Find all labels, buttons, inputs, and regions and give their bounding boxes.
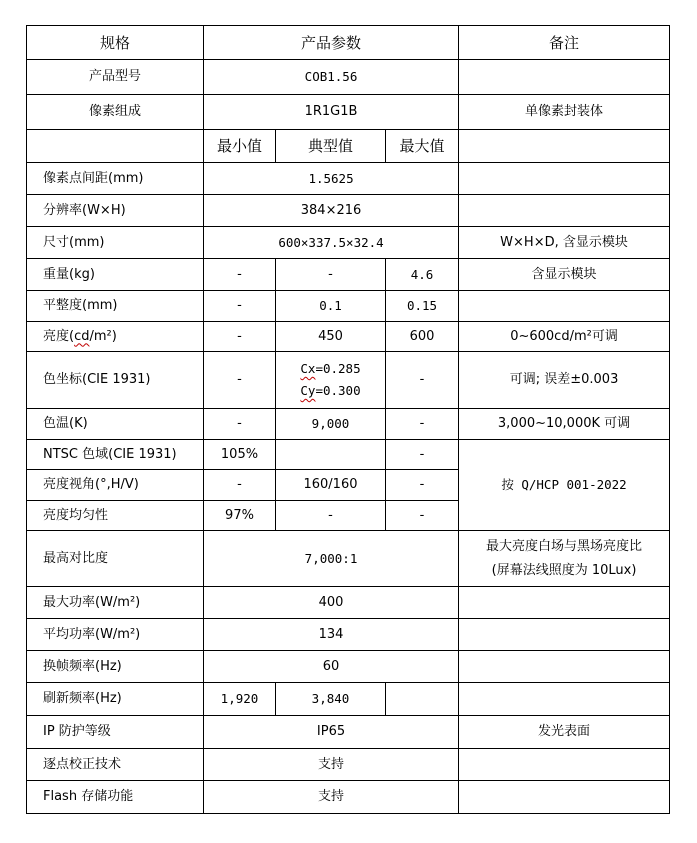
flatness-max: 0.15 xyxy=(386,291,459,322)
uniformity-typ: - xyxy=(276,501,386,531)
colortemp-max: - xyxy=(386,409,459,440)
row-framerate xyxy=(27,651,670,683)
row-resolution xyxy=(27,195,670,227)
header-remarks: 备注 xyxy=(459,26,670,60)
row-ntsc xyxy=(27,440,670,470)
viewangle-typ: 160/160 xyxy=(276,470,386,501)
brightness-max: 600 xyxy=(386,322,459,352)
row-flash xyxy=(27,781,670,814)
viewangle-min: - xyxy=(204,470,276,501)
maxpower-remark xyxy=(459,587,670,619)
pixel-label: 像素组成 xyxy=(27,95,204,130)
maxpower-label: 最大功率(W/m²) xyxy=(27,587,204,619)
row-pitch xyxy=(27,163,670,195)
chromaticity-cx-key: Cx xyxy=(300,361,316,376)
framerate-remark xyxy=(459,651,670,683)
chromaticity-cx xyxy=(282,358,379,380)
header-params: 产品参数 xyxy=(204,26,459,60)
row-size xyxy=(27,227,670,259)
pixel-value: 1R1G1B xyxy=(204,95,459,130)
weight-min: - xyxy=(204,259,276,291)
chromaticity-cy-key: Cy xyxy=(300,383,316,398)
brightness-label-pre: 亮度( xyxy=(43,328,75,344)
ip-label: IP 防护等级 xyxy=(27,716,204,749)
flatness-label: 平整度(mm) xyxy=(27,291,204,322)
brightness-remark: 0~600cd/m²可调 xyxy=(459,322,670,352)
avgpower-label: 平均功率(W/m²) xyxy=(27,619,204,651)
uniformity-label: 亮度均匀性 xyxy=(27,501,204,531)
resolution-value: 384×216 xyxy=(204,195,459,227)
row-weight xyxy=(27,259,670,291)
row-avgpower xyxy=(27,619,670,651)
ntsc-typ xyxy=(276,440,386,470)
group-remark: 按 Q/HCP 001-2022 xyxy=(459,440,670,531)
header-spec: 规格 xyxy=(27,26,204,60)
flash-label: Flash 存储功能 xyxy=(27,781,204,814)
colortemp-typ: 9,000 xyxy=(276,409,386,440)
uniformity-min: 97% xyxy=(204,501,276,531)
subheader-typ: 典型值 xyxy=(276,130,386,163)
row-maxpower xyxy=(27,587,670,619)
pitch-label: 像素点间距(mm) xyxy=(27,163,204,195)
refresh-typ: 3,840 xyxy=(276,683,386,716)
pixel-remark: 单像素封装体 xyxy=(459,95,670,130)
row-chromaticity xyxy=(27,352,670,409)
chromaticity-cy-val: =0.300 xyxy=(315,383,361,398)
row-flatness xyxy=(27,291,670,322)
brightness-min: - xyxy=(204,322,276,352)
weight-label: 重量(kg) xyxy=(27,259,204,291)
row-model xyxy=(27,60,670,95)
size-value: 600×337.5×32.4 xyxy=(204,227,459,259)
contrast-label: 最高对比度 xyxy=(27,531,204,587)
contrast-remark-line2: (屏幕法线照度为 10Lux) xyxy=(491,562,637,578)
row-brightness xyxy=(27,322,670,352)
model-label: 产品型号 xyxy=(27,60,204,95)
ntsc-label: NTSC 色域(CIE 1931) xyxy=(27,440,204,470)
row-refresh xyxy=(27,683,670,716)
uniformity-max: - xyxy=(386,501,459,531)
flatness-remark xyxy=(459,291,670,322)
model-value: COB1.56 xyxy=(204,60,459,95)
avgpower-value: 134 xyxy=(204,619,459,651)
size-remark: W×H×D, 含显示模块 xyxy=(459,227,670,259)
model-remark xyxy=(459,60,670,95)
contrast-remark-line1: 最大亮度白场与黑场亮度比 xyxy=(486,538,643,554)
subheader-row xyxy=(27,130,670,163)
row-colortemp xyxy=(27,409,670,440)
ntsc-max: - xyxy=(386,440,459,470)
contrast-value: 7,000:1 xyxy=(204,531,459,587)
weight-typ: - xyxy=(276,259,386,291)
row-calibration xyxy=(27,749,670,781)
refresh-max xyxy=(386,683,459,716)
weight-remark: 含显示模块 xyxy=(459,259,670,291)
contrast-remark xyxy=(459,531,670,587)
chromaticity-cx-val: =0.285 xyxy=(315,361,361,376)
flash-value: 支持 xyxy=(204,781,459,814)
subheader-min: 最小值 xyxy=(204,130,276,163)
ip-value: IP65 xyxy=(204,716,459,749)
flash-remark xyxy=(459,781,670,814)
refresh-min: 1,920 xyxy=(204,683,276,716)
brightness-label-post: /m²) xyxy=(89,328,117,344)
framerate-label: 换帧频率(Hz) xyxy=(27,651,204,683)
avgpower-remark xyxy=(459,619,670,651)
resolution-remark xyxy=(459,195,670,227)
row-contrast xyxy=(27,531,670,587)
row-pixel xyxy=(27,95,670,130)
spec-table xyxy=(26,25,670,814)
pitch-value: 1.5625 xyxy=(204,163,459,195)
ip-remark: 发光表面 xyxy=(459,716,670,749)
chromaticity-label: 色坐标(CIE 1931) xyxy=(27,352,204,409)
calibration-label: 逐点校正技术 xyxy=(27,749,204,781)
calibration-value: 支持 xyxy=(204,749,459,781)
brightness-typ: 450 xyxy=(276,322,386,352)
row-ip xyxy=(27,716,670,749)
resolution-label: 分辨率(W×H) xyxy=(27,195,204,227)
chromaticity-cy xyxy=(282,380,379,402)
pitch-remark xyxy=(459,163,670,195)
maxpower-value: 400 xyxy=(204,587,459,619)
chromaticity-remark: 可调; 误差±0.003 xyxy=(459,352,670,409)
subheader-remark-empty xyxy=(459,130,670,163)
brightness-label-unit: cd xyxy=(74,328,90,344)
viewangle-label: 亮度视角(°,H/V) xyxy=(27,470,204,501)
brightness-label xyxy=(27,322,204,352)
subheader-empty xyxy=(27,130,204,163)
colortemp-min: - xyxy=(204,409,276,440)
weight-max: 4.6 xyxy=(386,259,459,291)
chromaticity-min: - xyxy=(204,352,276,409)
framerate-value: 60 xyxy=(204,651,459,683)
chromaticity-max: - xyxy=(386,352,459,409)
ntsc-min: 105% xyxy=(204,440,276,470)
header-row xyxy=(27,26,670,60)
viewangle-max: - xyxy=(386,470,459,501)
flatness-min: - xyxy=(204,291,276,322)
chromaticity-typ xyxy=(276,352,386,409)
size-label: 尺寸(mm) xyxy=(27,227,204,259)
flatness-typ: 0.1 xyxy=(276,291,386,322)
colortemp-remark: 3,000~10,000K 可调 xyxy=(459,409,670,440)
calibration-remark xyxy=(459,749,670,781)
refresh-remark xyxy=(459,683,670,716)
colortemp-label: 色温(K) xyxy=(27,409,204,440)
refresh-label: 刷新频率(Hz) xyxy=(27,683,204,716)
subheader-max: 最大值 xyxy=(386,130,459,163)
